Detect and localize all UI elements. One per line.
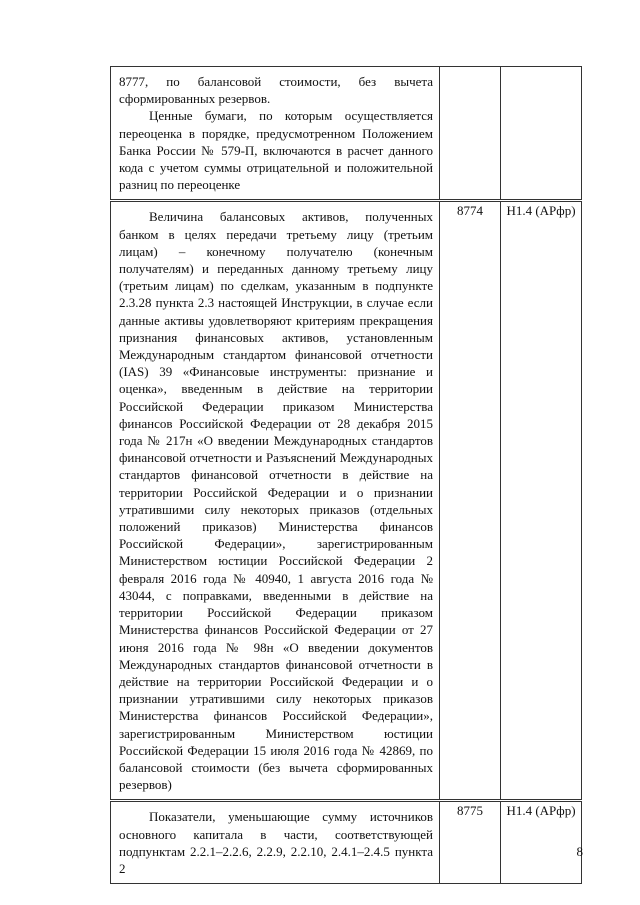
paragraph: Ценные бумаги, по которым осуществляется переоценка в порядке, предусмотренном Положением Банка России № 579-П, включаются в расчет данного кода с учетом суммы отрицательной и положительной разниц по переоценке: [119, 108, 433, 193]
indicator-cell: [501, 67, 582, 201]
table-row: [111, 201, 582, 801]
indicator-cell: Н1.4 (АРфр): [501, 801, 582, 884]
document-table: [110, 66, 582, 884]
page-number: 8: [576, 844, 583, 859]
paragraph: 8777, по балансовой стоимости, без вычета сформированных резервов.: [119, 74, 433, 107]
paragraph: Показатели, уменьшающие сумму источников основного капитала в части, соответствующей подпунктам 2.2.1–2.2.6, 2.2.9, 2.2.10, 2.4.1–2.4.5 пункта 2: [119, 809, 433, 876]
code-cell: 8774: [440, 201, 501, 801]
indicator-cell: Н1.4 (АРфр): [501, 201, 582, 801]
table-row: [111, 67, 582, 201]
table-row: [111, 801, 582, 884]
description-cell: [111, 201, 440, 801]
code-cell: 8775: [440, 801, 501, 884]
description-cell: [111, 67, 440, 201]
paragraph: Величина балансовых активов, полученных банком в целях передачи третьему лицу (третьим лицам) – конечному получателю (конечным получателям) и переданных данному третьему лицу (третьим лицам) по сделкам, указанным в подпункте 2.3.28 пункта 2.3 настоящей Инструкции, в случае если данные активы удовлетворяют критериям прекращения признания финансовых активов, установленным Международным стандартом финансовой отчетности (IAS) 39 «Финансовые инструменты: признание и оценка», введенным в действие на территории Российской Федерации приказом Министерства финансов Российской Федерации от 28 декабря 2015 года № 217н «О введении Международных стандартов финансовой отчетности и Разъяснений Международных стандартов финансовой отчетности в действие на территории Российской Федерации и о признании утратившими силу некоторых приказов (отдельных положений приказов) Министерства финансов Российской Федерации», зарегистрированным Министерством юстиции Российской Федерации 2 февраля 2016 года № 40940, 1 августа 2016 года № 43044, с поправками, введенными в действие на территории Российской Федерации приказом Министерства финансов Российской Федерации от 27 июня 2016 года № 98н «О введении документов Международных стандартов финансовой отчетности в действие на территории Российской Федерации и о признании утратившими силу некоторых приказов Министерства финансов Российской Федерации», зарегистрированным Министерством юстиции Российской Федерации 15 июля 2016 года № 42869, по балансовой стоимости (без вычета сформированных резервов): [119, 209, 433, 793]
code-cell: [440, 67, 501, 201]
description-cell: [111, 801, 440, 884]
